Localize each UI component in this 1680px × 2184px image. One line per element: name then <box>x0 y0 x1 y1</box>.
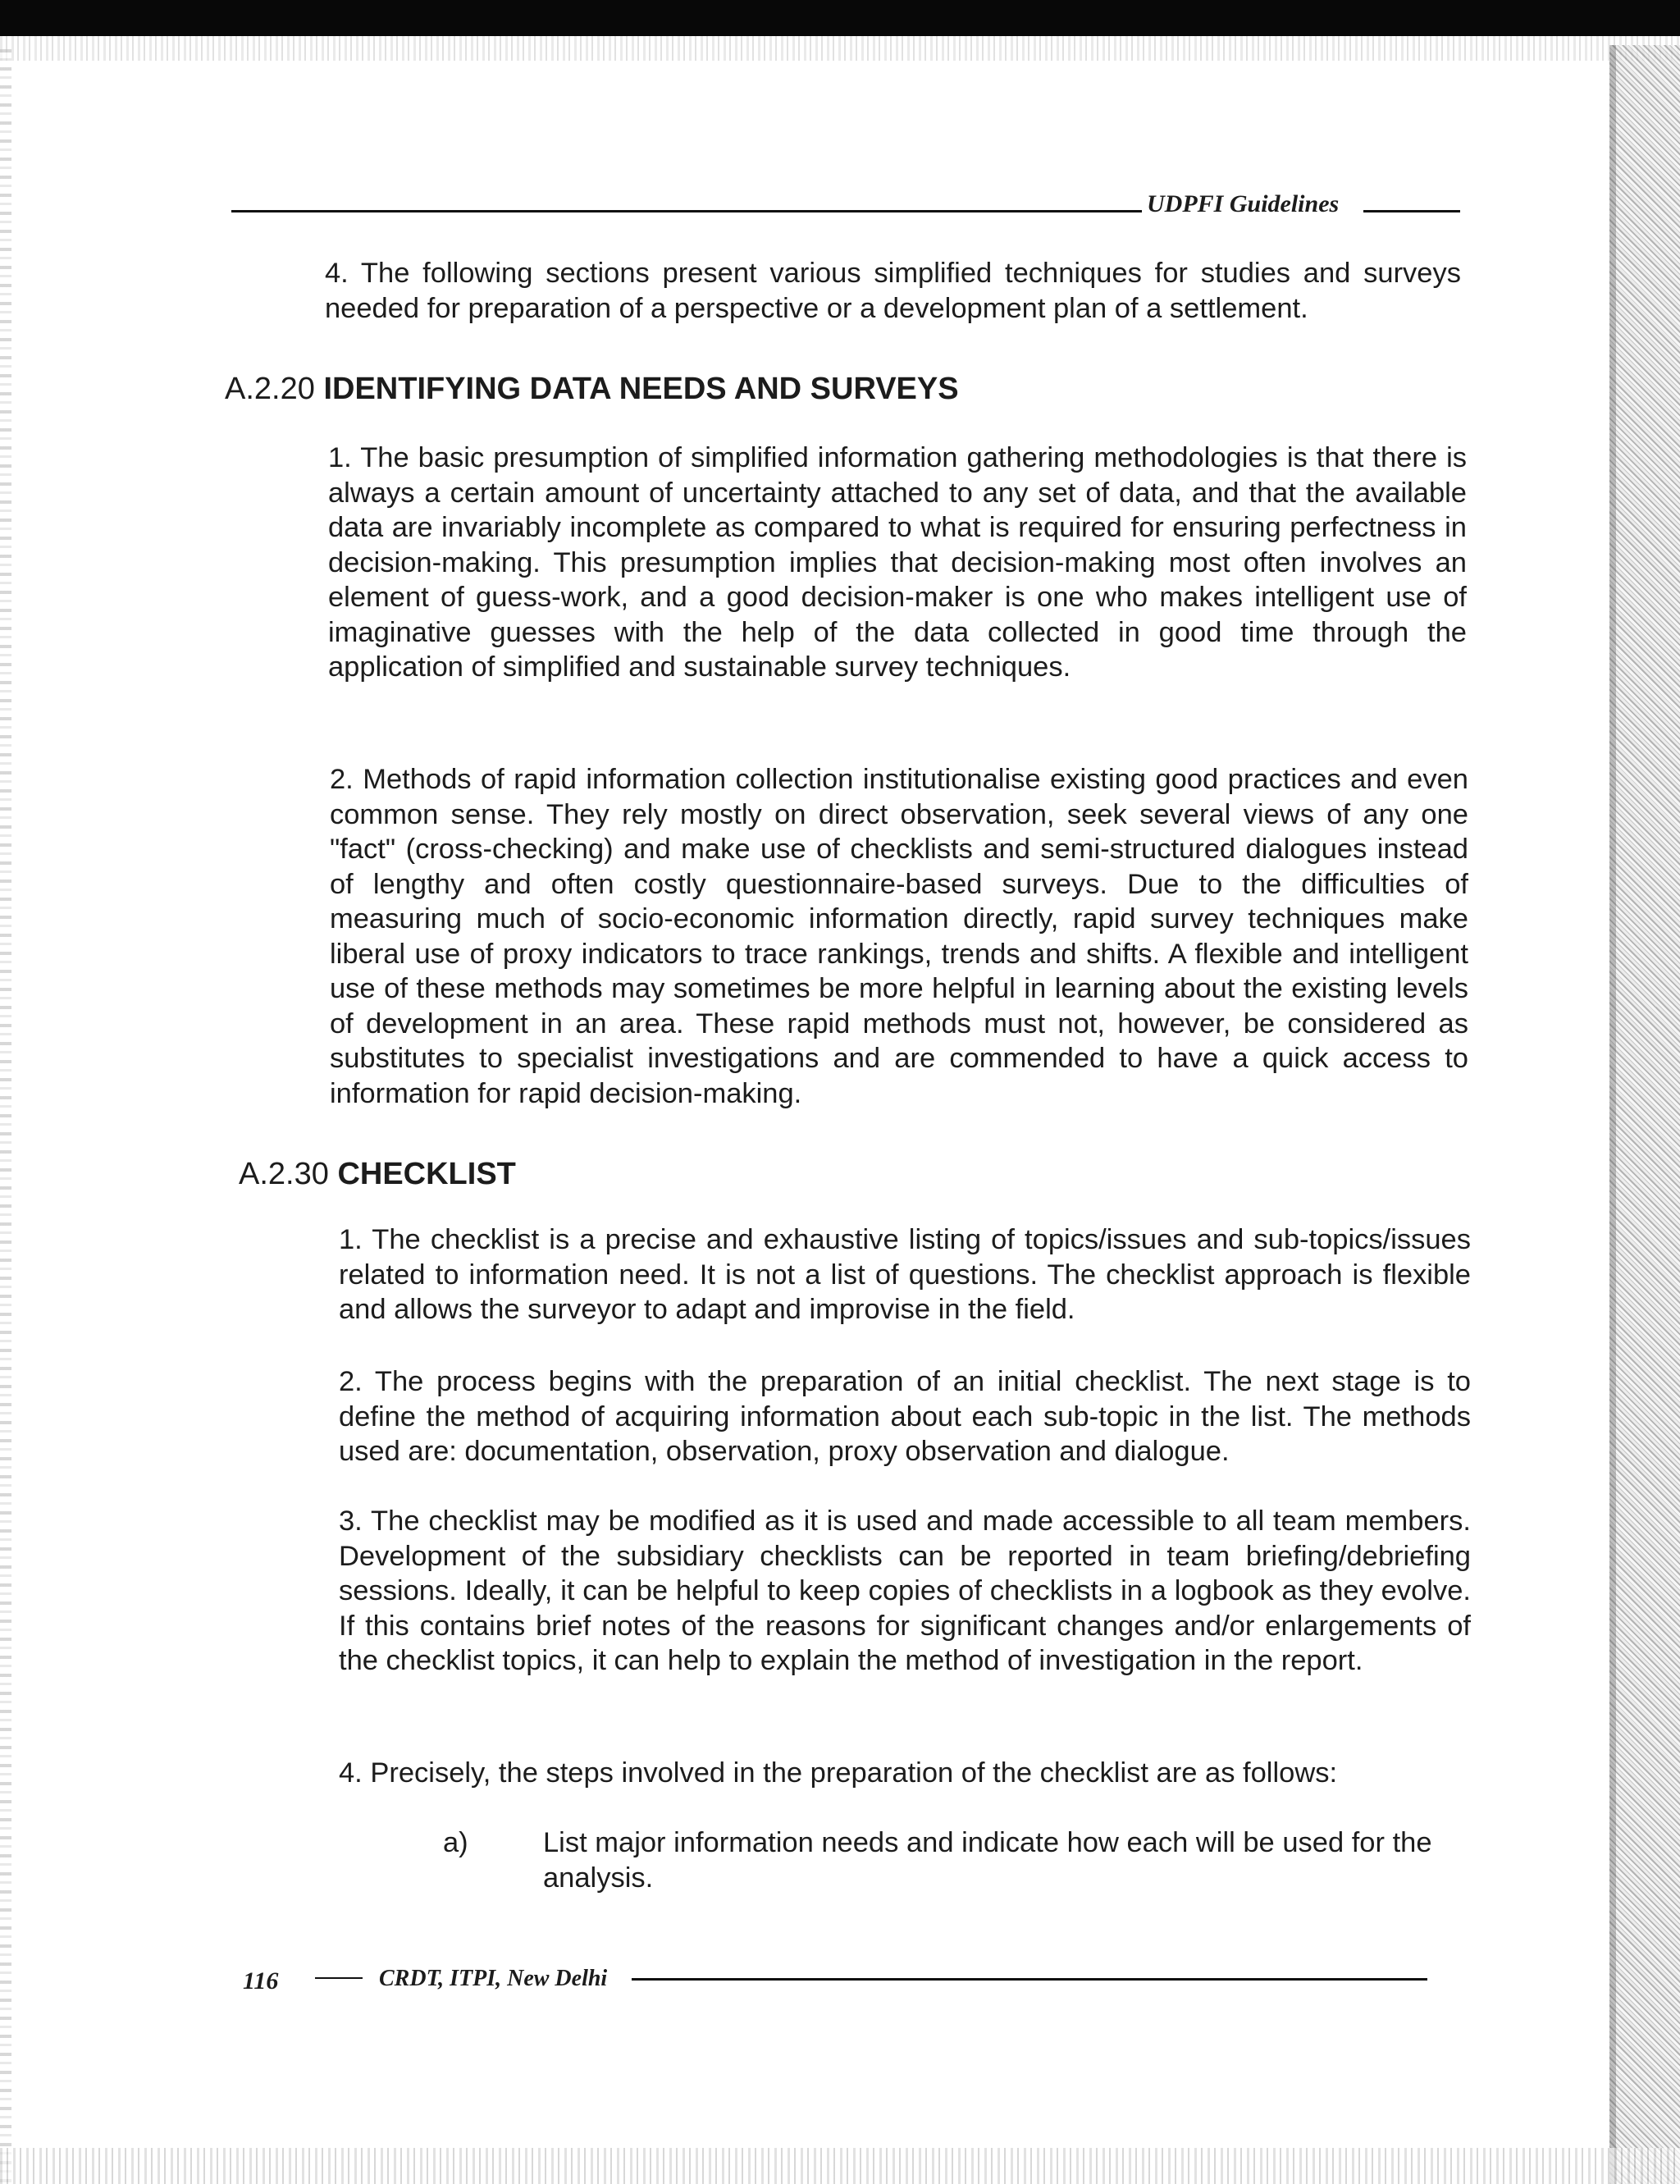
header-rule <box>231 210 1142 212</box>
scan-left-edge <box>0 49 11 2182</box>
footer-organization: CRDT, ITPI, New Delhi <box>379 1966 608 1991</box>
checklist-paragraph-3: 3. The checklist may be modified as it is used and made accessible to all team members. Development of the subsidiary checklists can be reported in team briefing/debriefing sessions. Ideally, it can be helpful to keep copies of checklists in a logbook as they evolve. If this contains brief notes of the reasons for significant changes and/or enlargements of the checklist topics, it can help to explain the method of investigation in the report. <box>339 1505 1471 1676</box>
scan-right-shadow-edge <box>1609 45 1616 2184</box>
header-rule-tail <box>1363 210 1460 212</box>
checklist-paragraph-4: 4. Precisely, the steps involved in the preparation of the checklist are as follows: <box>339 1757 1338 1789</box>
section-number: A.2.20 <box>225 372 315 406</box>
scan-right-shadow <box>1609 45 1680 2184</box>
section-number: A.2.30 <box>239 1157 329 1191</box>
scan-top-border <box>0 0 1680 36</box>
footer-rule <box>632 1978 1427 1981</box>
data-needs-paragraph-2: 2. Methods of rapid information collection institutionalise existing good practices and even common sense. They rely mostly on direct observation, seek several views of any one "fact" (cross-checking) and make use of checklists and semi-structured dialogues instead of lengthy and often costly questionnaire-based surveys. Due to the difficulties of measuring much of socio-economic information directly, rapid survey techniques make liberal use of proxy indicators to trace rankings, trends and shifts. A flexible and intelligent use of these methods may sometimes be more helpful in learning about the existing levels of development in an area. These rapid methods must not, however, be considered as substitutes to specialist investigations and are commended to have a quick access to information for rapid decision-making. <box>330 764 1468 1109</box>
checklist-paragraph-1: 1. The checklist is a precise and exhaustive listing of topics/issues and sub-topics/issues related to information need. It is not a list of questions. The checklist approach is flexible and allows the surveyor to adapt and improvise in the field. <box>339 1224 1471 1325</box>
intro-paragraph-4: 4. The following sections present various simplified techniques for studies and surveys needed for preparation of a perspective or a development plan of a settlement. <box>325 258 1461 324</box>
checklist-paragraph-2: 2. The process begins with the preparation of an initial checklist. The next stage is to define the method of acquiring information about each sub-topic in the list. The methods used are: documentation, observation, proxy observation and dialogue. <box>339 1366 1471 1467</box>
section-title: CHECKLIST <box>337 1157 516 1191</box>
section-title: IDENTIFYING DATA NEEDS AND SURVEYS <box>323 372 959 406</box>
list-marker: a) <box>443 1827 468 1858</box>
running-header: UDPFI Guidelines <box>1147 190 1340 217</box>
scan-bottom-noise <box>0 2148 1680 2184</box>
list-item-text: List major information needs and indicate how each will be used for the analysis. <box>543 1827 1432 1894</box>
data-needs-paragraph-1: 1. The basic presumption of simplified information gathering methodologies is that there is always a certain amount of uncertainty attached to any set of data, and that the available data are invariably incomplete as compared to what is required for ensuring perfectness in decision-making. This presumption implies that decision-making most often involves an element of guess-work, and a good decision-maker is one who makes intelligent use of imaginative guesses with the help of the data collected in good time through the application of simplified and sustainable survey techniques. <box>328 442 1467 683</box>
page-number: 116 <box>243 1967 279 1994</box>
footer-dash <box>315 1977 363 1979</box>
section-heading-data-needs <box>225 372 959 407</box>
section-heading-checklist <box>239 1157 516 1192</box>
scan-top-noise <box>0 36 1680 61</box>
